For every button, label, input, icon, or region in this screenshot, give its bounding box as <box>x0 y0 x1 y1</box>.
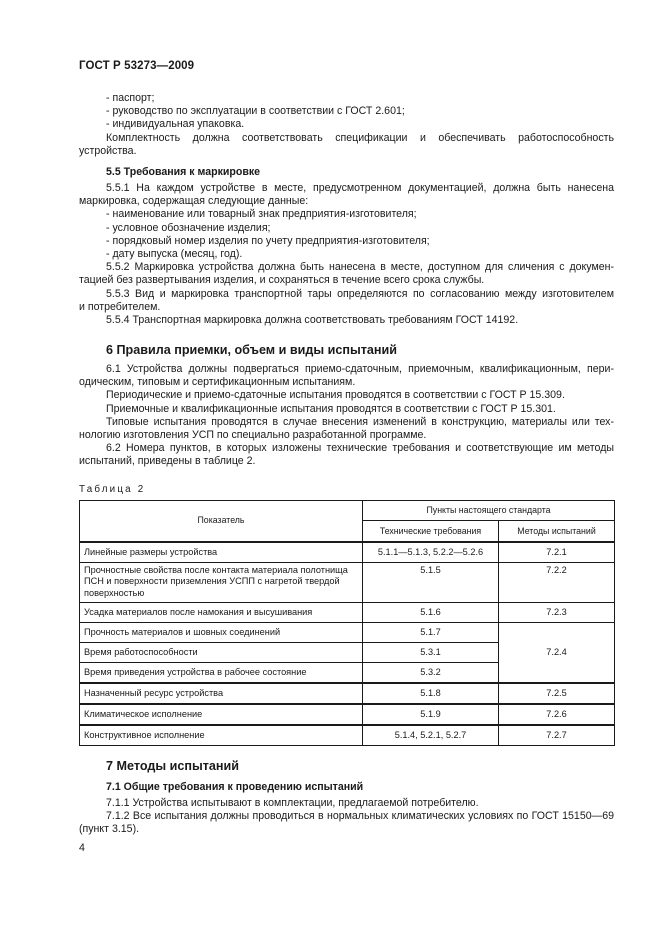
paragraph-line: испытаний, приведены в таблице 2. <box>79 455 256 468</box>
cell-method: 7.2.1 <box>499 542 615 563</box>
table-row <box>80 704 615 725</box>
delivery-set-block <box>79 92 614 158</box>
list-item: - порядковый номер изделия по учету предприятия-изготовителя; <box>106 234 430 247</box>
paragraph-line: 5.5.4 Транспортная маркировка должна соответствовать требованиям ГОСТ 14192. <box>106 314 519 327</box>
cell-tech: 5.1.6 <box>363 603 499 623</box>
paragraph-line: маркировка, содержащая следующие данные: <box>79 195 309 208</box>
table-row <box>80 563 615 603</box>
paragraph-line: 7.1.1 Устройства испытывают в комплектации, предлагаемой потребителю. <box>106 797 479 809</box>
table-row <box>80 623 615 643</box>
paragraph-line: Приемочные и квалификационные испытания проводятся в соответствии с ГОСТ Р 15.301. <box>106 402 556 415</box>
cell-indicator: Назначенный ресурс устройства <box>80 683 363 704</box>
paragraph-line: (пункт 3.15). <box>79 823 140 836</box>
cell-tech: 5.1.7 <box>363 623 499 643</box>
cell-indicator: Конструктивное исполнение <box>80 725 363 746</box>
column-header-method: Методы испытаний <box>499 521 615 542</box>
column-header-group: Пункты настоящего стандарта <box>363 501 615 521</box>
cell-method: 7.2.3 <box>499 603 615 623</box>
section-7-1-title: 7.1 Общие требования к проведению испытаний <box>106 781 364 793</box>
paragraph-line: Комплектность должна соответствовать спецификации и обеспечивать работоспособность <box>106 131 614 144</box>
paragraph-line: тацией без развертывания изделия, и сохраняться в течение всего срока службы. <box>79 274 485 287</box>
column-header-indicator: Показатель <box>80 501 363 543</box>
cell-tech: 5.1.1—5.1.3, 5.2.2—5.2.6 <box>363 542 499 563</box>
cell-method: 7.2.2 <box>499 563 615 603</box>
table-header-row <box>80 501 615 521</box>
cell-indicator: Прочность материалов и шовных соединений <box>80 623 363 643</box>
paragraph-line: Типовые испытания проводятся в случае внесения изменений в конструкцию, материалы или тех- <box>106 415 614 428</box>
section-7-body <box>79 797 614 837</box>
cell-tech: 5.3.2 <box>363 663 499 684</box>
table-caption: Таблица 2 <box>79 484 146 495</box>
document-header: ГОСТ Р 53273—2009 <box>79 60 195 72</box>
paragraph-line: 6.1 Устройства должны подвергаться приемо-сдаточным, приемочным, квалификационным, пери- <box>106 363 614 375</box>
paragraph-line: и потребителем. <box>79 300 161 313</box>
cell-tech: 5.1.8 <box>363 683 499 704</box>
list-item: - индивидуальная упаковка. <box>106 118 245 131</box>
table-row <box>80 725 615 746</box>
cell-tech: 5.1.5 <box>363 563 499 603</box>
cell-indicator: Климатическое исполнение <box>80 704 363 725</box>
list-item: - условное обозначение изделия; <box>106 221 271 234</box>
paragraph-line: 5.5.3 Вид и маркировка транспортной тары определяются по согласованию между изготовителем <box>106 287 614 300</box>
paragraph-line: Периодические и приемо-сдаточные испытания проводятся в соответствии с ГОСТ Р 15.309. <box>106 389 565 402</box>
page-number: 4 <box>79 842 85 854</box>
cell-indicator: Линейные размеры устройства <box>80 542 363 563</box>
cell-tech: 5.1.4, 5.2.1, 5.2.7 <box>363 725 499 746</box>
cell-indicator: Прочностные свойства после контакта материала полотнища ПСН и поверхности приземления УСПП с нагретой твердой поверхностью <box>80 563 363 603</box>
table-row <box>80 542 615 563</box>
table-2 <box>79 500 615 746</box>
section-5-5-body <box>79 182 614 327</box>
column-header-tech: Технические требования <box>363 521 499 542</box>
list-item: - руководство по эксплуатации в соответствии с ГОСТ 2.601; <box>106 105 405 118</box>
paragraph-line: устройства. <box>79 144 137 157</box>
table-row <box>80 603 615 623</box>
cell-method: 7.2.7 <box>499 725 615 746</box>
section-7-title: 7 Методы испытаний <box>106 759 239 773</box>
section-5-5-title: 5.5 Требования к маркировке <box>106 166 261 178</box>
paragraph-line: одическим, типовым и сертификационным испытаниям. <box>79 376 356 389</box>
cell-method: 7.2.5 <box>499 683 615 704</box>
section-6-body <box>79 363 614 469</box>
cell-method-merged: 7.2.4 <box>499 623 615 684</box>
paragraph-line: 7.1.2 Все испытания должны проводиться в нормальных климатических условиях по ГОСТ 15150—69 <box>106 810 614 823</box>
cell-indicator: Время работоспособности <box>80 643 363 663</box>
paragraph-line: 6.2 Номера пунктов, в которых изложены технические требования и соответствующие им методы <box>106 442 614 455</box>
paragraph-line: 5.5.1 На каждом устройстве в месте, предусмотренном документацией, должна быть нанесена <box>106 182 614 194</box>
list-item: - наименование или товарный знак предприятия-изготовителя; <box>106 208 417 221</box>
paragraph-line: 5.5.2 Маркировка устройства должна быть нанесена в месте, доступном для сличения с докумен- <box>106 261 614 274</box>
cell-tech: 5.3.1 <box>363 643 499 663</box>
paragraph-line: нологию изготовления УСП по специально разработанной программе. <box>79 429 427 442</box>
table-row <box>80 683 615 704</box>
list-item: - дату выпуска (месяц, год). <box>106 248 243 261</box>
cell-indicator: Усадка материалов после намокания и высушивания <box>80 603 363 623</box>
section-6-title: 6 Правила приемки, объем и виды испытаний <box>106 343 397 357</box>
list-item: - паспорт; <box>106 92 155 104</box>
cell-method: 7.2.6 <box>499 704 615 725</box>
cell-tech: 5.1.9 <box>363 704 499 725</box>
cell-indicator: Время приведения устройства в рабочее состояние <box>80 663 363 684</box>
